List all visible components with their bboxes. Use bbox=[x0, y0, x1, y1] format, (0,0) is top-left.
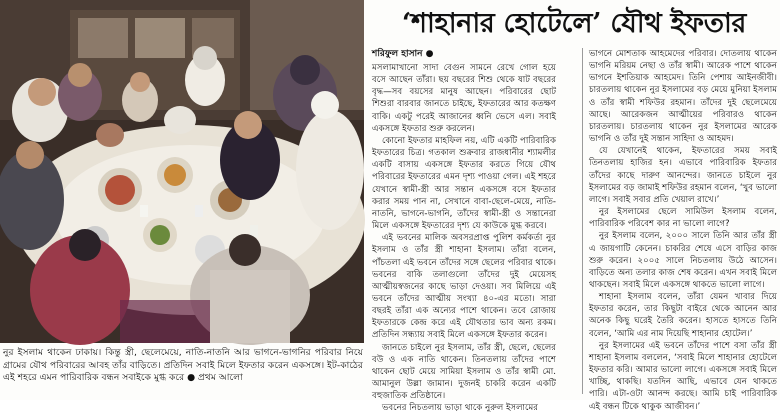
paragraph: শাহানা ইসলাম বলেন, তাঁরা যেমন খাবার দিয়ে ইফতার করেন, তার কিছুটা বাইরে থেকে আনেন আর অনেক কিছু ঘরেই তৈরি করেন। হাসতে হাসতে তিনি বলেন, ‘আমি এর নাম দিয়েছি শাহানার হোটেল।’ bbox=[589, 292, 777, 339]
paragraph: কোনো ইফতার মাহফিল নয়, এটি একটি পারিবারিক ইফতারের চিত্র। গতকাল শুক্রবার রাজধানীর শ্যামলীর একটি বাসায় একসঙ্গে ইফতার করতে গিয়ে যৌথ পরিবারের ইফতারের এমন দৃশ্য পাওয়া গেল। এই শহরে যেখানে স্বামী-স্ত্রী আর সন্তান একসঙ্গে বসে ইফতার করার সময় পান না, সেখানে বাবা-ছেলে-মেয়ে, নাতি-নাতনি, ভাগনে-ভাগনি, তাঁদের স্বামী-স্ত্রী ও সন্তানেরা মিলে একসঙ্গে ইফতারের দৃশ্য যে কাউকে মুগ্ধ করবে। bbox=[372, 135, 556, 232]
article-column-right bbox=[589, 48, 777, 412]
paragraph: নুর ইসলামের ছেলে সামিউল ইসলাম বলেন, পারিবারিক পরিবেশ কার না ভালো লাগে? bbox=[589, 207, 777, 230]
article-column-left bbox=[372, 62, 556, 414]
paragraph: জানতে চাইলে নুর ইসলাম, তাঁর স্ত্রী, ছেলে, ছেলের বউ ও এক নাতি থাকেন। তিনতলায় তাঁদের পাশে থাকেন ছোট মেয়ে সামিয়া ইসলাম ও তাঁর স্বামী মো. আমানুল উল্লা জামান। দুজনই চাকরি করেন একটি বহুজাতিক প্রতিষ্ঠানে। bbox=[372, 342, 556, 402]
column-divider bbox=[582, 48, 583, 394]
paragraph: নুর ইসলাম বলেন, ২০০০ সালে তিনি আর তাঁর স্ত্রী এ জায়গাটি কেনেন। চাকরির শেষে এসে বাড়ির কাজ শুরু করেন। ২০০৫ সালে নিচতলায় উঠে আসেন। বাড়িতে অন্য তলার কাজ শেষ করেন। এখন সবাই মিলে থাকছেন। সবাই মিলে একসঙ্গে থাকতে ভালো লাগে। bbox=[589, 231, 777, 290]
paragraph: নুর ইসলামের এই ভবনে তাঁদের পাশে বসা তাঁর স্ত্রী শাহানা ইসলাম বললেন, ‘সবাই মিলে শাহানার হোটেলে ইফতার করি। আমার ভালো লাগে। একসঙ্গে সবাই মিলে খাচ্ছি, থাকছি। যতদিন আছি, এভাবে যেন থাকতে পারি। এটা-ওটা আনন্দ করছে। আমি চাই পারিবারিক এই বন্ধন টিকে থাকুক আজীবন।’ bbox=[589, 340, 777, 412]
paragraph: ভাগনে মোশতাক আহমেদের পরিবার। দোতলায় থাকেন ভাগনি মরিয়ম নেছা ও তাঁর স্বামী। আরেক পাশে থাকেন ভাগনে ইশতিয়াক আহমেদ। তিনি পেশায় আইনজীবী। চারতলায় থাকেন নুর ইসলামের বড় মেয়ে মুনিয়া ইসলাম ও তাঁর স্বামী শফিউর রহমান। তাঁদের দুই ছেলেমেয়ে আছে। আরেকজন আত্মীয়ের পরিবারও থাকেন চারতলায়। চারতলায় থাকেন নুর ইসলামের আরেক ভাগনি ও তাঁর দুই সন্তান সাহিদা ও আহমদ। bbox=[589, 49, 777, 145]
byline bbox=[372, 48, 560, 61]
family-iftar-photo bbox=[0, 0, 364, 343]
paragraph: যে যেখানেই থাকেন, ইফতারের সময় সবাই তিনতলায় হাজির হন। এভাবে পারিবারিক ইফতার তাঁদের কাছে দারুণ আনন্দের। জানতে চাইলে নুর ইসলামের বড় জামাই শফিউর রহমান বলেন, ‘খুব ভালো লাগে। সবাই সবার প্রতি খেয়াল রাখে।’ bbox=[589, 146, 777, 205]
byline-author: শরিফুল হাসান ● bbox=[372, 49, 434, 59]
paragraph: এই ভবনের মালিক অবসরপ্রাপ্ত পুলিশ কর্মকর্তা নুর ইসলাম ও তাঁর স্ত্রী শাহানা ইসলাম। তাঁরা বলেন, পাঁচতলা এই ভবনে তাঁদের সঙ্গে ছেলের পরিবার থাকে। ভবনের বাকি তলাগুলো তাঁদের দুই মেয়েসহ আত্মীয়স্বজনের কাছে ভাড়া দেওয়া। সব মিলিয়ে এই ভবনে তাঁদের আত্মীয় সংখ্যা ৪০-এর মতো। সারা বছরই তাঁরা এক অন্যের পাশে থাকেন। তবে রোজায় ইফতারকে কেন্দ্র করে এই যৌথতার ভাব অন্য রকম। প্রতিদিন সন্ধ্যায় সবাই মিলে একসঙ্গে ইফতার করেন। bbox=[372, 233, 556, 341]
paragraph: ভবনের নিচতলায় ভাড়া থাকে নুরুল ইসলামের bbox=[382, 403, 538, 414]
paragraph: মসলামাখানো সাদা বেগুন সামনে রেখে গোল হয়ে বসে আছেন তাঁরা। ছয় বছরের শিশু থেকে ষাট বছরের বৃদ্ধ—সব বয়সের মানুষ আছেন। পরিবারের ছোট শিশুরা বারবার জানতে চাইছে, ইফতারের আর কতক্ষণ বাকি। একটু পরেই আজানের ধ্বনি ভেসে এল। সবাই একসঙ্গে ইফতার শুরু করলেন। bbox=[372, 63, 556, 134]
photo-caption: নুর ইসলাম থাকেন ঢাকায়। কিন্তু স্ত্রী, ছেলেমেয়ে, নাতি-নাতনি আর ভাগনে-ভাগনির পরিবার নিয়ে গ্রামের যৌথ পরিবারের আবহ তাঁর বাড়িতে। প্রতিদিন সবাই মিলে ইফতার করেন একসঙ্গে। ইট-কাঠের এই শহরে এমন পারিবারিক বন্ধন সবাইকে মুগ্ধ করে ● প্রথম আলো bbox=[3, 347, 363, 384]
headline: ‘শাহানার হোটেলে’ যৌথ ইফতার bbox=[401, 8, 747, 39]
